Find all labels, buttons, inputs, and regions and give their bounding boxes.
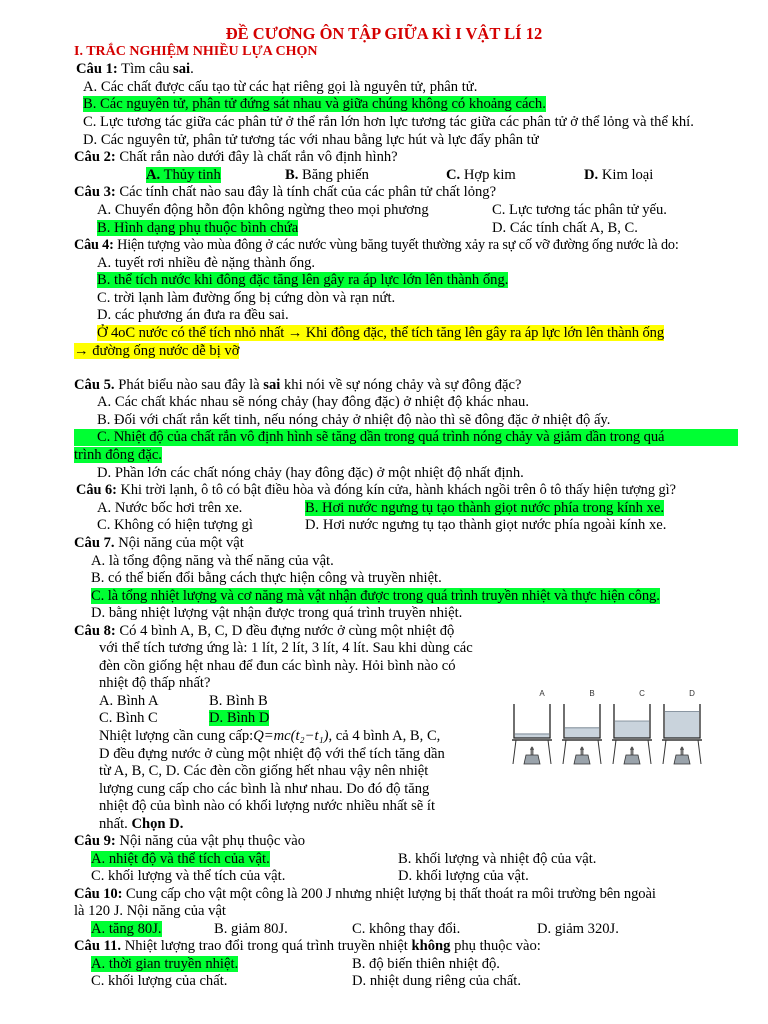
q8-explanation-line-4: lượng cung cấp cho các bình là như nhau. Do đó độ tăng [99, 781, 430, 797]
beaker-label-D: D [689, 689, 695, 698]
water-level [615, 721, 649, 738]
q5-option-b: B. Đối với chất rắn kết tinh, nếu nóng chảy ở nhiệt độ nào thì sẽ đông đặc ở nhiệt độ ấy. [97, 412, 611, 428]
stand-leg [548, 740, 551, 764]
q8-explanation-line-6: nhất. Chọn D. [99, 816, 184, 832]
burner [574, 755, 590, 764]
q5-option-c-line-2 [74, 447, 162, 464]
burner [524, 755, 540, 764]
q9-option-a [91, 851, 270, 868]
q8-explanation-line-1: Nhiệt lượng cần cung cấp:Q=mc(t₂−t₁), cả 4 bình A, B, C, [99, 728, 441, 744]
question-label: Câu 8: [74, 623, 116, 639]
q8-text-line-3: đèn cồn giống hệt nhau để đun các bình này. Hỏi bình nào có [99, 658, 456, 674]
beaker-label-B: B [589, 689, 595, 698]
stand-leg [698, 740, 701, 764]
q7-option-d: D. bằng nhiệt lượng vật nhận được trong quá trình truyền nhiệt. [91, 605, 463, 621]
q11-option-b: B. độ biến thiên nhiệt độ. [352, 956, 500, 972]
answer-highlight: B. thể tích nước khi đông đặc tăng lên gây ra áp lực lớn lên thành ống. [97, 272, 509, 288]
q4-explanation-line-2 [74, 343, 239, 360]
q4-option-d: D. các phương án đưa ra đều sai. [97, 307, 289, 323]
stand-leg [613, 740, 616, 764]
question-10: Câu 10: Cung cấp cho vật một công là 200 J nhưng nhiệt lượng bị thất thoát ra môi trường bên ngoài [74, 886, 656, 902]
burner-wick [631, 750, 634, 755]
explanation-highlight: Ở 4oC nước có thể tích nhỏ nhất → Khi đông đặc, thể tích tăng lên gây ra áp lực lớn lên thành ống [97, 325, 665, 341]
q3-option-c: C. Lực tương tác phân tử yếu. [492, 202, 667, 218]
burner-wick [681, 750, 684, 755]
answer-highlight: A. tăng 80J. [91, 921, 162, 937]
beakers-figure [506, 686, 724, 770]
stand-leg [513, 740, 516, 764]
flame-icon [530, 747, 534, 751]
question-9: Câu 9: Nội năng của vật phụ thuộc vào [74, 833, 306, 849]
question-label: Câu 2: [74, 149, 116, 165]
question-5: Câu 5. Phát biểu nào sau đây là sai khi nói về sự nóng chảy và sự đông đặc? [74, 377, 522, 393]
stand-leg [663, 740, 666, 764]
question-3: Câu 3: Các tính chất nào sau đây là tính chất của các phân tử chất lỏng? [74, 184, 497, 200]
q10-option-b: B. giảm 80J. [214, 921, 288, 937]
question-label: Câu 5. [74, 377, 115, 393]
question-label: Câu 6: [76, 482, 117, 498]
flame-icon [630, 747, 634, 751]
q11-option-c: C. khối lượng của chất. [91, 973, 228, 989]
q1-option-c: C. Lực tương tác giữa các phân tử ở thể rắn lớn hơn lực tương tác giữa các phân tử ở thể lỏng và thể khí. [83, 114, 694, 130]
question-label: Câu 1: [76, 61, 118, 77]
flame-icon [580, 747, 584, 751]
q9-option-c: C. khối lượng và thể tích của vật. [91, 868, 286, 884]
stand-leg [563, 740, 566, 764]
heat-formula: Q=mc(t₂−t₁) [253, 728, 329, 744]
q3-option-a: A. Chuyển động hỗn độn không ngừng theo mọi phương [97, 202, 429, 218]
answer-highlight: trình đông đặc. [74, 447, 162, 463]
beaker-label-C: C [639, 689, 645, 698]
question-4: Câu 4: Hiện tượng vào mùa đông ở các nước vùng băng tuyết thường xảy ra sự cố vỡ đường ống nước là do: [74, 237, 679, 253]
q8-option-d [209, 710, 269, 727]
q6-option-d: D. Hơi nước ngưng tụ tạo thành giọt nước phía ngoài kính xe. [305, 517, 667, 533]
q8-text-line-4: nhiệt độ thấp nhất? [99, 675, 211, 691]
q1-option-a: A. Các chất được cấu tạo từ các hạt riêng gọi là nguyên tử, phân tử. [83, 79, 478, 95]
flame-icon [680, 747, 684, 751]
beaker [514, 704, 550, 738]
q2-option-d: D. Kim loại [584, 167, 654, 183]
water-level [565, 728, 599, 738]
question-label: Câu 9: [74, 833, 116, 849]
q6-option-a: A. Nước bốc hơi trên xe. [97, 500, 243, 516]
answer-highlight: B. Các nguyên tử, phân tử đứng sát nhau và giữa chúng không có khoảng cách. [83, 96, 546, 112]
question-1: Câu 1: Tìm câu sai. [76, 61, 194, 77]
q3-option-d: D. Các tính chất A, B, C. [492, 220, 638, 236]
question-label: Câu 3: [74, 184, 116, 200]
water-level [665, 711, 699, 738]
q6-option-c: C. Không có hiện tượng gì [97, 517, 253, 533]
question-10-line-2: là 120 J. Nội năng của vật [74, 903, 226, 919]
question-2: Câu 2: Chất rắn nào dưới đây là chất rắn vô định hình? [74, 149, 398, 165]
q8-option-b: B. Bình B [209, 693, 268, 709]
q4-explanation-line-1 [97, 325, 664, 342]
q3-option-b [97, 220, 298, 237]
q10-option-c: C. không thay đổi. [352, 921, 461, 937]
question-11: Câu 11. Nhiệt lượng trao đổi trong quá trình truyền nhiệt không phụ thuộc vào: [74, 938, 541, 954]
q7-option-c [91, 588, 660, 605]
q1-option-d: D. Các nguyên tử, phân tử tương tác với nhau bằng lực hút và lực đẩy phân tử [83, 132, 539, 148]
q7-option-a: A. là tổng động năng và thế năng của vật. [91, 553, 334, 569]
q8-text-line-2: với thể tích tương ứng là: 1 lít, 2 lít, 3 lít, 4 lít. Sau khi dùng các [99, 640, 473, 656]
q9-option-d: D. khối lượng của vật. [398, 868, 529, 884]
burner-wick [531, 750, 534, 755]
burner [624, 755, 640, 764]
q8-explanation-line-3: từ A, B, C, D. Các đèn cồn giống hết nhau vậy nên nhiệt [99, 763, 429, 779]
q4-option-c: C. trời lạnh làm đường ống bị cứng dòn và rạn nứt. [97, 290, 396, 306]
question-7: Câu 7. Nội năng của một vật [74, 535, 244, 551]
question-label: Câu 10: [74, 886, 123, 902]
answer-highlight: C. là tổng nhiệt lượng và cơ năng mà vật nhận được trong quá trình truyền nhiệt và thực hiện công. [91, 588, 660, 604]
q8-option-c: C. Bình C [99, 710, 158, 726]
section-heading: I. TRẮC NGHIỆM NHIỀU LỰA CHỌN [74, 44, 318, 59]
q1-option-b [83, 96, 546, 113]
page-title: ĐỀ CƯƠNG ÔN TẬP GIỮA KÌ I VẬT LÍ 12 [225, 24, 543, 43]
answer-highlight: A. Thủy tinh [146, 167, 221, 183]
q5-option-d: D. Phần lớn các chất nóng chảy (hay đông đặc) ở một nhiệt độ nhất định. [97, 465, 524, 481]
q4-option-b [97, 272, 508, 289]
q8-explanation-line-5: nhiệt độ của bình nào có khối lượng nước nhiều nhất sẽ ít [99, 798, 436, 814]
question-label: Câu 7. [74, 535, 115, 551]
q5-option-a: A. Các chất khác nhau sẽ nóng chảy (hay đông đặc) ở nhiệt độ khác nhau. [97, 394, 530, 410]
question-8: Câu 8: Có 4 bình A, B, C, D đều đựng nước ở cùng một nhiệt độ [74, 623, 455, 639]
burner-wick [581, 750, 584, 755]
question-label: Câu 4: [74, 237, 114, 253]
answer-highlight: A. thời gian truyền nhiệt. [91, 956, 239, 972]
q10-option-d: D. giảm 320J. [537, 921, 619, 937]
q9-option-b: B. khối lượng và nhiệt độ của vật. [398, 851, 597, 867]
answer-highlight: D. Bình D [209, 710, 270, 726]
q8-option-a: A. Bình A [99, 693, 159, 709]
q2-option-c: C. Hợp kim [446, 167, 516, 183]
q11-option-d: D. nhiệt dung riêng của chất. [352, 973, 521, 989]
q2-option-a [146, 167, 221, 184]
question-label: Câu 11. [74, 938, 122, 954]
q5-option-c-line-1: C. Nhiệt độ của chất rắn vô định hình sẽ tăng dần trong quá trình nóng chảy và giảm dần trong quá [74, 429, 738, 446]
answer-highlight: A. nhiệt độ và thể tích của vật. [91, 851, 270, 867]
q7-option-b: B. có thể biến đổi bằng cách thực hiện công và truyền nhiệt. [91, 570, 442, 586]
answer-highlight: B. Hơi nước ngưng tụ tạo thành giọt nước phía trong kính xe. [305, 500, 664, 516]
burner [674, 755, 690, 764]
question-6: Câu 6: Khi trời lạnh, ô tô có bật điều hòa và đóng kín cửa, hành khách ngồi trên ô tô thấy hiện tượng gì? [76, 482, 677, 498]
stand-leg [598, 740, 601, 764]
q2-option-b: B. Băng phiến [285, 167, 369, 183]
answer-highlight: B. Hình dạng phụ thuộc bình chứa [97, 220, 299, 236]
q11-option-a [91, 956, 238, 973]
q6-option-b [305, 500, 664, 517]
stand-leg [648, 740, 651, 764]
q4-option-a: A. tuyết rơi nhiều đè nặng thành ống. [97, 255, 316, 271]
explanation-highlight: → đường ống nước dễ bị vỡ [74, 343, 240, 359]
beaker-label-A: A [539, 689, 545, 698]
q8-explanation-line-2: D đều đựng nước ở cùng một nhiệt độ với thể tích tăng dần [99, 746, 445, 762]
q10-option-a [91, 921, 162, 938]
